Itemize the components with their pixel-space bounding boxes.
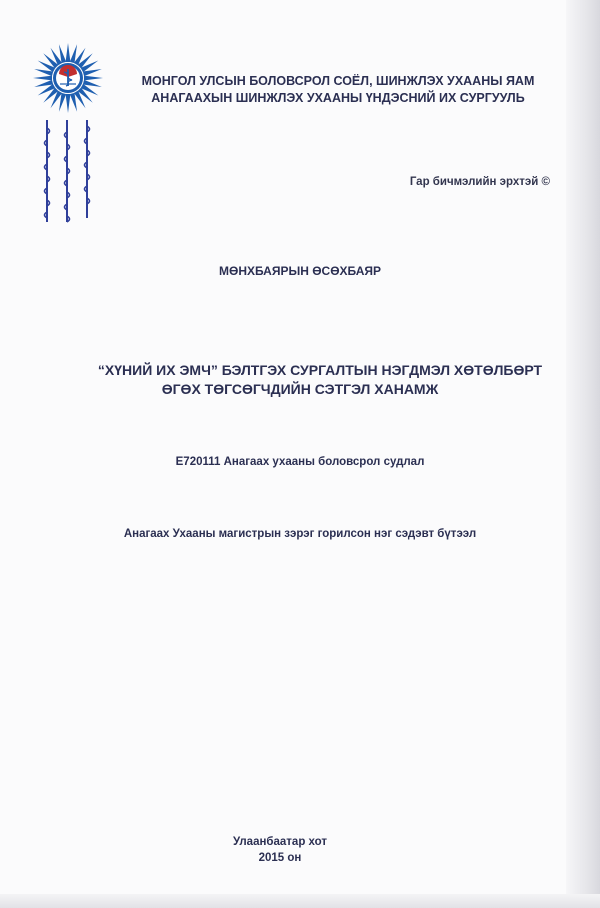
place-of-publication: Улаанбаатар хот [232,836,328,848]
specialty-code: E720111 Анагаах ухааны боловсрол судлал [175,456,425,468]
mongolian-script-name [60,118,74,228]
mongolian-script-name [40,118,54,228]
mongolian-script-name [80,118,94,228]
page-bottom-edge [0,894,600,908]
page-edge-shadow [566,0,600,908]
thesis-title-line-1: “ХҮНИЙ ИХ ЭМЧ” БЭЛТГЭХ СУРГАЛТЫН НЭГДМЭЛ ХӨТӨЛБӨРТ [97,362,543,378]
university-emblem-icon [32,42,104,114]
university-name: АНАГААХЫН ШИНЖЛЭХ УХААНЫ ҮНДЭСНИЙ ИХ СУРГУУЛЬ [151,91,525,105]
degree-statement: Анагаах Ухааны магистрын зэрэг горилсон нэг сэдэвт бүтээл [123,528,477,540]
author-name: МӨНХБАЯРЫН ӨСӨХБАЯР [218,264,381,278]
copyright-note: Гар бичмэлийн эрхтэй © [409,176,550,188]
thesis-title-line-2: ӨГӨХ ТӨГСӨГЧДИЙН СЭТГЭЛ ХАНАМЖ [161,381,439,397]
publication-year: 2015 он [258,852,302,864]
ministry-name: МОНГОЛ УЛСЫН БОЛОВСРОЛ СОЁЛ, ШИНЖЛЭХ УХААНЫ ЯАМ [141,74,535,88]
